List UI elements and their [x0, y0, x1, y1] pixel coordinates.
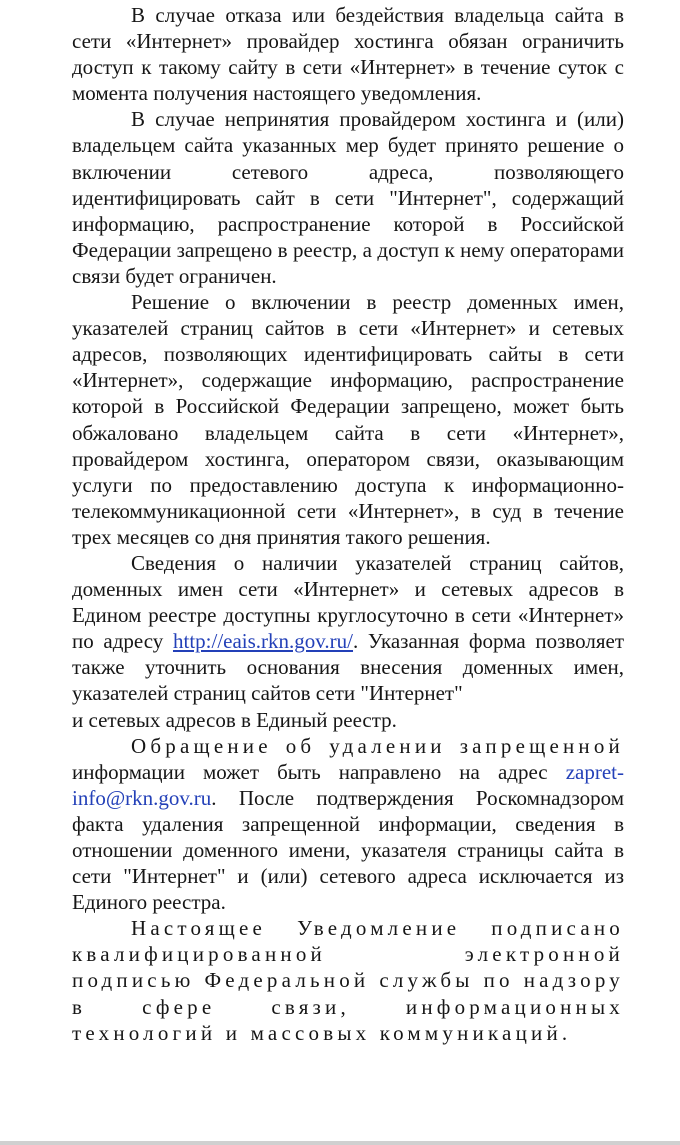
paragraph-removal-request — [72, 733, 624, 916]
paragraph-registry-continuation: и сетевых адресов в Единый реестр. — [72, 707, 397, 732]
paragraph-signature-statement: Настоящее Уведомление подписано квалифицированной электронной подписью Федеральной службы по надзору в сфере связи, информационных технологий и массовых коммуникаций. — [72, 916, 624, 1045]
removal-request-text: информации может быть направлено на адрес — [72, 759, 566, 784]
page-bottom-edge — [0, 1141, 680, 1145]
removal-request-text-continued: . После подтверждения Роскомнадзором факта удаления запрещенной информации, сведения в отношении доменного имени, указателя страницы сайта в сети "Интернет" и (или) сетевого адреса исключается из Единого реестра. — [72, 785, 624, 915]
removal-request-lead: Обращение об удалении запрещенной — [131, 733, 624, 758]
registry-info-text: Сведения о наличии указателей страниц сайтов, доменных имен сети «Интернет» и сетевых адресов в Едином реестре доступны круглосуточно в сети «Интернет» по адресу — [72, 550, 624, 654]
paragraph-registry-info — [72, 550, 624, 707]
zapret-info-email-link[interactable]: zapret-info@rkn.gov.ru — [72, 759, 624, 810]
paragraph-registry-inclusion: В случае непринятия провайдером хостинга и (или) владельцем сайта указанных мер будет принято решение о включении сетевого адреса, позволяющего идентифицировать сайт в сети "Интернет", содержащий информацию, распространение которой в Российской Федерации запрещено в реестр, а доступ к нему операторами связи будет ограничен. — [72, 107, 624, 288]
eais-link[interactable]: http://eais.rkn.gov.ru/ — [172, 629, 354, 654]
paragraph-refusal: В случае отказа или бездействия владельца сайта в сети «Интернет» провайдер хостинга обязан ограничить доступ к такому сайту в сети «Интернет» в течение суток с момента получения настоящего уведомления. — [72, 3, 624, 106]
paragraph-appeal: Решение о включении в реестр доменных имен, указателей страниц сайтов в сети «Интернет» и сетевых адресов, позволяющих идентифицировать сайты в сети «Интернет», содержащие информацию, распространение которой в Российской Федерации запрещено, может быть обжаловано владельцем сайта в сети «Интернет», провайдером хостинга, оператором связи, оказывающим услуги по предоставлению доступа к информационно-телекоммуникационной сети «Интернет», в суд в течение трех месяцев со дня принятия такого решения. — [72, 290, 624, 549]
registry-info-text-continued: . Указанная форма позволяет также уточнить основания внесения доменных имен, указателей страниц сайтов сети "Интернет" — [72, 629, 624, 706]
notice-document — [72, 2, 624, 1046]
